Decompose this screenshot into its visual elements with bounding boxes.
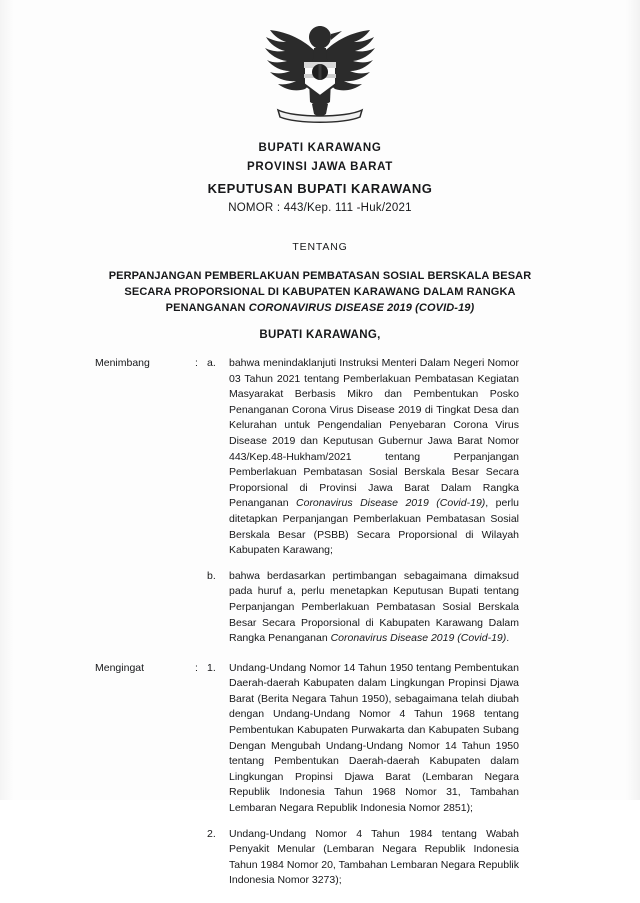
clause-text (229, 569, 519, 647)
header-nomor: NOMOR : 443/Kep. 111 -Huk/2021 (228, 202, 412, 214)
clause-label: Menimbang (95, 357, 150, 369)
clause-text-plain: , perlu ditetapkan Perpanjangan Pemberlakuan Pembatasan Sosial Berskala Besar (PSBB) Secara Proporsional di Wilayah Kabupaten Karawang; (229, 497, 519, 557)
clause-text-italic: Coronavirus Disease 2019 (Covid-19) (330, 632, 507, 645)
clause-group (0, 356, 640, 647)
clause-colon: : (195, 357, 198, 369)
clause-colon: : (195, 661, 198, 674)
clause-item (0, 569, 640, 647)
clause-marker: 1. (207, 661, 216, 674)
document-title-line-3-italic: CORONAVIRUS DISEASE 2019 (COVID-19) (248, 302, 475, 314)
header-provinsi: PROVINSI JAWA BARAT (246, 161, 393, 173)
clause-text-plain: Undang-Undang Nomor 4 Tahun 1984 tentang Wabah Penyakit Menular (Lembaran Negara Republik Indonesia Tahun 1984 Nomor 20, Tambahan Lembaran Negara Republik Indonesia Nomor 3273); (229, 827, 519, 887)
clause-text-italic: Coronavirus Disease 2019 (Covid-19) (296, 497, 486, 510)
clause-marker: 2. (207, 827, 216, 840)
document-body (0, 356, 640, 903)
clause-label: Mengingat (95, 661, 145, 674)
signatory-heading: BUPATI KARAWANG, (259, 329, 381, 341)
clause-item (0, 827, 640, 889)
clause-marker: a. (207, 357, 216, 369)
document-title-line-1: PERPANJANGAN PEMBERLAKUAN PEMBATASAN SOSIAL BERSKALA BESAR (108, 270, 532, 282)
clause-group (0, 661, 640, 889)
garuda-pancasila-emblem (260, 18, 380, 126)
clause-item (0, 661, 640, 817)
header-tentang: TENTANG (292, 241, 348, 253)
header-keputusan: KEPUTUSAN BUPATI KARAWANG (207, 181, 433, 196)
document-title-line-3-plain: PENANGANAN (165, 302, 249, 314)
clause-text (229, 661, 519, 817)
clause-text (229, 356, 519, 559)
clause-item (0, 356, 640, 559)
clause-marker: b. (207, 569, 216, 582)
clause-text-plain: bahwa menindaklanjuti Instruksi Menteri Dalam Negeri Nomor 03 Tahun 2021 tentang Pemberlakuan Pembatasan Kegiatan Masyarakat Berbasis Mikro dan Pembentukan Posko Penanganan Corona Virus Disease 2019 di Tingkat Desa dan Kelurahan untuk Pengendalian Penyebaran Corona Virus Disease 2019 dan Keputusan Gubernur Jawa Barat Nomor 443/Kep.48-Hukham/2021 tentang Perpanjangan Pemberlakuan Pembatasan Sosial Berskala Besar Secara Proporsional di Provinsi Jawa Barat Dalam Rangka Penanganan (229, 357, 519, 510)
header-bupati-karawang: BUPATI KARAWANG (258, 142, 382, 154)
clause-text (229, 827, 519, 889)
document-title-line-3 (70, 300, 570, 316)
clause-text-plain: . (506, 632, 510, 645)
emblem-container (0, 18, 640, 131)
clause-text-plain: Undang-Undang Nomor 14 Tahun 1950 tentang Pembentukan Daerah-daerah Kabupaten dalam Lingkungan Propinsi Djawa Barat (Berita Negara Tahun 1950), sebagaimana telah diubah dengan Undang-Undang Nomor 4 Tahun 1968 tentang Pembentukan Kabupaten Purwakarta dan Kabupaten Subang Dengan Mengubah Undang-Undang Nomor 14 Tahun 1950 tentang Pembentukan Daerah-daerah Kabupaten dalam Lingkungan Propinsi Djawa Barat (Lembaran Negara Republik Indonesia Tahun 1968 Nomor 31, Tambahan Lembaran Negara Republik Indonesia Nomor 2851); (229, 661, 519, 815)
document-title-line-2: SECARA PROPORSIONAL DI KABUPATEN KARAWANG DALAM RANGKA (124, 286, 516, 298)
document-title (70, 268, 570, 316)
clause-text-plain: bahwa berdasarkan pertimbangan sebagaimana dimaksud pada huruf a, perlu menetapkan Keputusan Bupati tentang Perpanjangan Pemberlakuan Pembatasan Sosial Berskala Besar Secara Proporsional di Kabupaten Karawang Dalam Rangka Penanganan (229, 569, 519, 645)
